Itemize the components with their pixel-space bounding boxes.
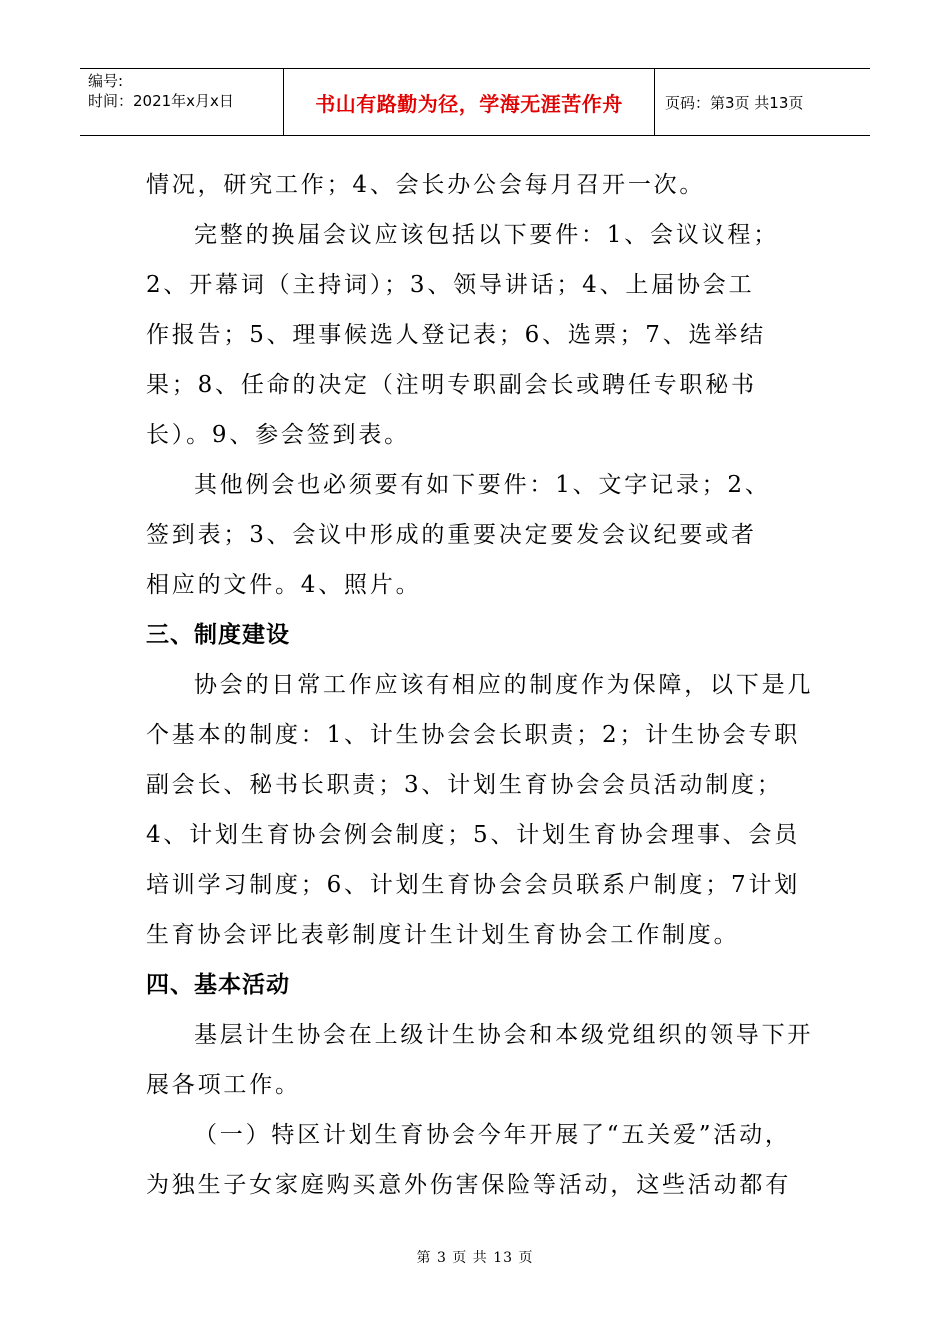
section-heading: 四、基本活动 <box>146 972 290 998</box>
header-page-cell <box>655 69 870 135</box>
body-line: 展各项工作。 <box>146 1072 301 1098</box>
page-footer: 第 3 页 共 13 页 <box>416 1250 534 1266</box>
section-heading: 三、制度建设 <box>146 622 290 648</box>
body-line: 4、计划生育协会例会制度；5、计划生育协会理事、会员 <box>146 822 801 848</box>
body-line: 副会长、秘书长职责；3、计划生育协会会员活动制度； <box>146 772 783 798</box>
body-line: 签到表；3、会议中形成的重要决定要发会议纪要或者 <box>146 522 757 548</box>
motto-text: 书山有路勤为径，学海无涯苦作舟 <box>315 91 623 116</box>
header-table <box>80 68 870 136</box>
body-line: 生育协会评比表彰制度计生计划生育协会工作制度。 <box>146 922 740 948</box>
header-motto-cell <box>283 69 655 135</box>
body-line: 完整的换届会议应该包括以下要件：1、会议议程； <box>194 222 780 248</box>
body-line: 情况，研究工作；4、会长办公会每月召开一次。 <box>146 172 706 198</box>
body-line: 其他例会也必须要有如下要件：1、文字记录；2、 <box>194 472 771 498</box>
document-body <box>146 160 814 1210</box>
body-line: 作报告；5、理事候选人登记表；6、选票；7、选举结 <box>146 322 766 348</box>
body-line: 2、开幕词（主持词）；3、领导讲话；4、上届协会工 <box>146 272 755 298</box>
body-line: 基层计生协会在上级计生协会和本级党组织的领导下开 <box>194 1022 814 1048</box>
body-line: 果；8、任命的决定（注明专职副会长或聘任专职秘书 <box>146 372 757 398</box>
number-label: 编号: <box>88 72 124 90</box>
header-meta-cell <box>80 69 283 135</box>
body-line: （一）特区计划生育协会今年开展了“五关爱”活动， <box>194 1122 791 1148</box>
body-line: 为独生子女家庭购买意外伤害保险等活动，这些活动都有 <box>146 1172 791 1198</box>
body-line: 长）。9、参会签到表。 <box>146 422 410 448</box>
date-label: 时间：2021年x月x日 <box>88 92 234 110</box>
page-info: 页码：第3页 共13页 <box>665 93 804 112</box>
body-line: 相应的文件。4、照片。 <box>146 572 422 598</box>
body-line: 协会的日常工作应该有相应的制度作为保障，以下是几 <box>194 672 814 698</box>
body-line: 个基本的制度：1、计生协会会长职责；2；计生协会专职 <box>146 722 801 748</box>
body-line: 培训学习制度；6、计划生育协会会员联系户制度；7计划 <box>146 872 801 898</box>
